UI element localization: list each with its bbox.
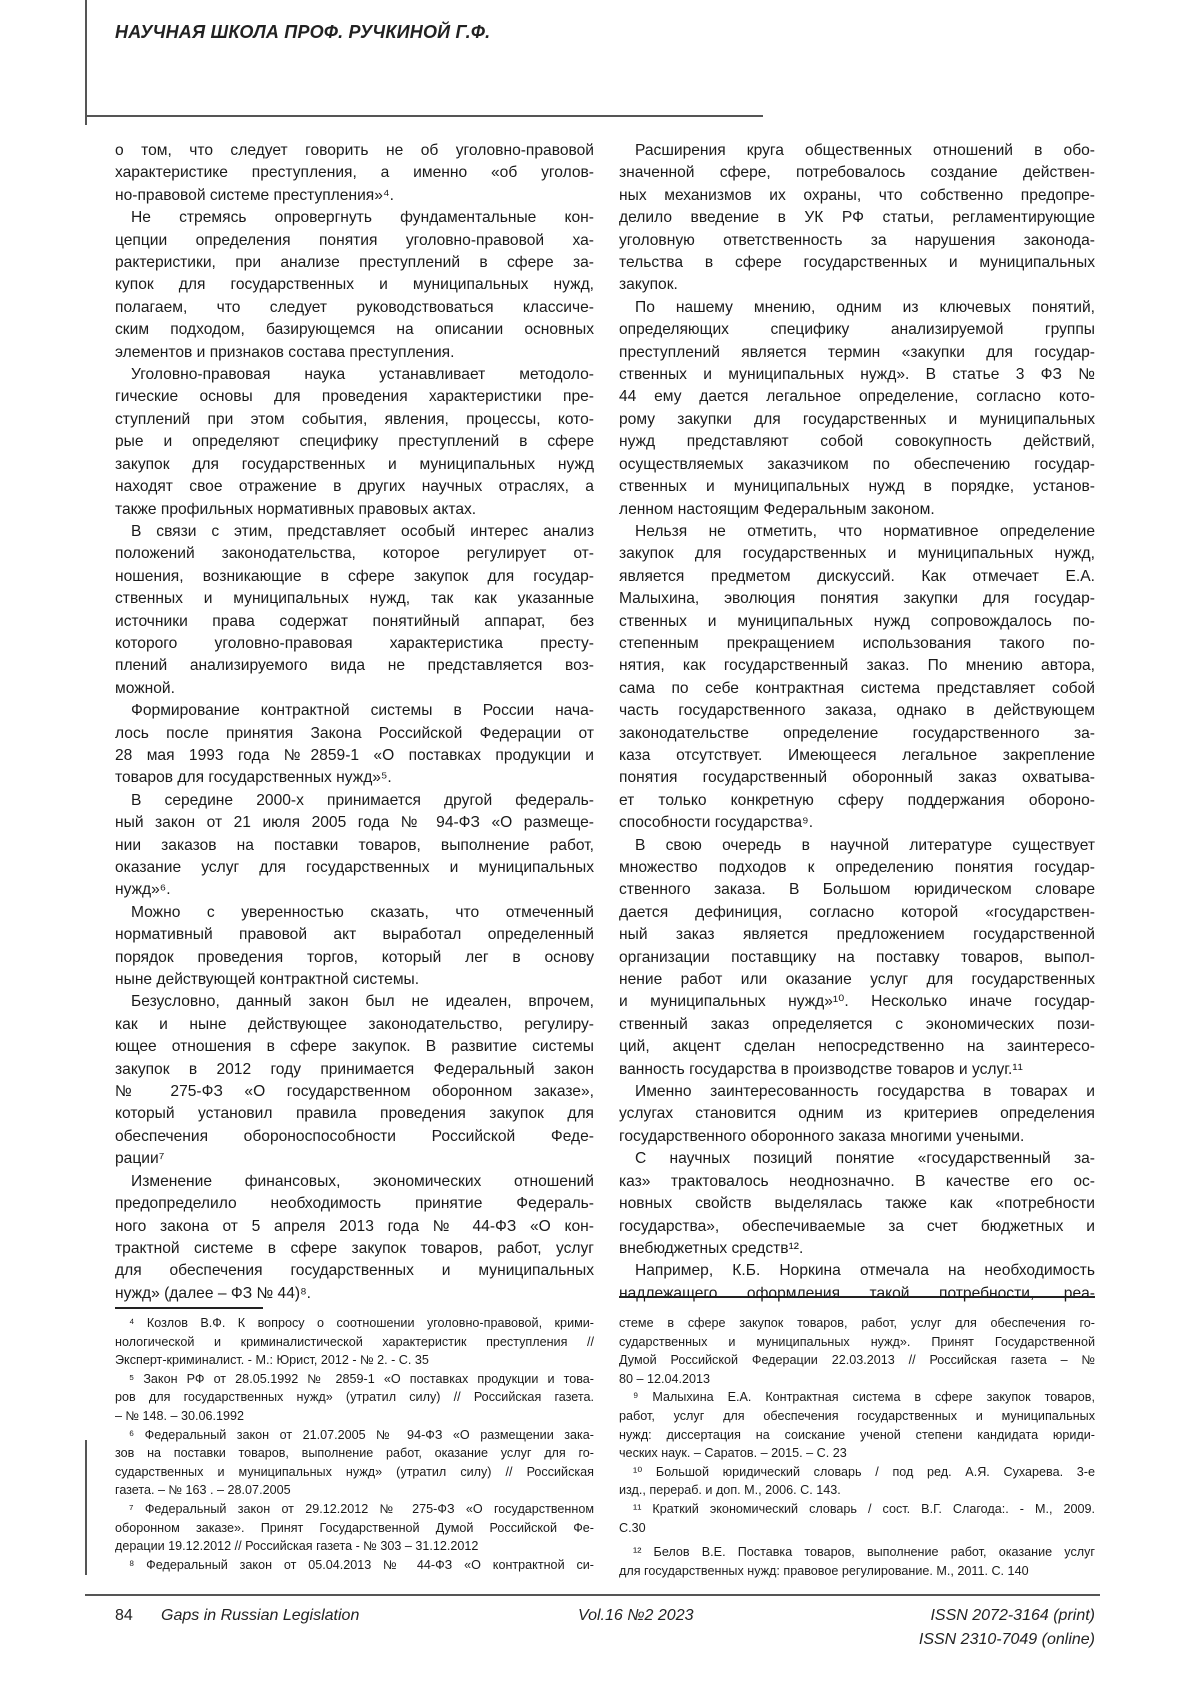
text-line: как и ныне действующее законодательство, регулиру- (115, 1014, 594, 1036)
text-line: источники права содержат понятийный аппарат, без (115, 611, 594, 633)
text-line: надлежащего оформления такой потребности, реа- (619, 1283, 1095, 1305)
footnote-line: ческих наук. – Саратов. – 2015. – С. 23 (619, 1444, 1095, 1463)
footnote-line: нужд: диссертация на соискание ученой степени кандидата юриди- (619, 1426, 1095, 1445)
journal-name: Gaps in Russian Legislation (161, 1607, 359, 1625)
text-line: рактеристики, при анализе преступлений в сфере за- (115, 252, 594, 274)
footnote (619, 1463, 1095, 1500)
paragraph (115, 991, 594, 1170)
page-number: 84 (115, 1607, 133, 1625)
text-line: множество подходов к определению понятия государ- (619, 857, 1095, 879)
text-line: Формирование контрактной системы в России нача- (115, 700, 594, 722)
paragraph (115, 790, 594, 902)
text-line: ственный заказ определяется с экономических пози- (619, 1014, 1095, 1036)
paragraph (619, 835, 1095, 1081)
text-line: цепции определения понятия уголовно-правовой ха- (115, 230, 594, 252)
text-line: ных механизмов их охраны, что собственно предопре- (619, 185, 1095, 207)
footnote-line: Думой Российской Федерации 22.03.2013 // Российская газета – № (619, 1351, 1095, 1370)
text-line: степенным прекращением использования такого по- (619, 633, 1095, 655)
footnote (619, 1388, 1095, 1462)
text-line: плений анализируемого вида не представляется воз- (115, 655, 594, 677)
text-line: ный закон от 21 июля 2005 года № 94-ФЗ «О размеще- (115, 812, 594, 834)
text-line: ственного заказа. В Большом юридическом словаре (619, 879, 1095, 901)
text-line: нормативный правовой акт выработал определенный (115, 924, 594, 946)
footnote (115, 1314, 594, 1370)
text-line: рому закупки для государственных и муниципальных (619, 409, 1095, 431)
paragraph (115, 521, 594, 700)
footnote (115, 1556, 594, 1575)
paragraph (115, 140, 594, 207)
text-line: тельства в сфере государственных и муниципальных (619, 252, 1095, 274)
text-line: элементов и признаков состава преступления. (115, 342, 594, 364)
footer-rule (85, 1594, 1100, 1596)
text-line: Изменение финансовых, экономических отношений (115, 1171, 594, 1193)
paragraph (619, 1081, 1095, 1148)
text-line: закупок. (619, 274, 1095, 296)
footnote-separator-left (115, 1307, 263, 1309)
text-line: купок для государственных и муниципальных нужд, (115, 274, 594, 296)
text-line: рые и определяют специфику преступлений в сфере (115, 431, 594, 453)
footnote-line: газета. – № 163 . – 28.07.2005 (115, 1481, 594, 1500)
text-line: ет только конкретную сферу поддержания обороно- (619, 790, 1095, 812)
paragraph (619, 297, 1095, 521)
text-line: преступлений является термин «закупки для государ- (619, 342, 1095, 364)
text-line: закупок для государственных и муниципальных нужд, (619, 543, 1095, 565)
text-line: трактной системе в сфере закупок товаров, работ, услуг (115, 1238, 594, 1260)
text-line: оказание услуг для государственных и муниципальных (115, 857, 594, 879)
text-line: Например, К.Б. Норкина отмечала на необходимость (619, 1260, 1095, 1282)
text-line: каза отсутствует. Имеющееся легальное закрепление (619, 745, 1095, 767)
footnote (115, 1500, 594, 1556)
text-line: значенной сфере, потребовалось создание действен- (619, 162, 1095, 184)
text-line: нужд»⁶. (115, 879, 594, 901)
paragraph (619, 140, 1095, 297)
footnote-line: стеме в сфере закупок товаров, работ, услуг для обеспечения го- (619, 1314, 1095, 1333)
text-line: лось после принятия Закона Российской Федерации от (115, 723, 594, 745)
text-line: обеспечения обороноспособности Российской Феде- (115, 1126, 594, 1148)
text-line: нение работ или оказание услуг для государственных (619, 969, 1095, 991)
text-line: ныне действующей контрактной системы. (115, 969, 594, 991)
footnote-line: для государственных нужд: правовое регулирование. М., 2011. С. 140 (619, 1562, 1095, 1581)
footnote-line: ¹⁰ Большой юридический словарь / под ред. А.Я. Сухарева. 3-е (619, 1463, 1095, 1482)
paragraph (115, 902, 594, 992)
footnote-line: ⁷ Федеральный закон от 29.12.2012 № 275-ФЗ «О государственном (115, 1500, 594, 1519)
footnote-line: ⁹ Малыхина Е.А. Контрактная система в сфере закупок товаров, (619, 1388, 1095, 1407)
text-line: можной. (115, 678, 594, 700)
issn-online: ISSN 2310-7049 (online) (919, 1631, 1095, 1649)
text-line: ственных и муниципальных нужд». В статье 3 ФЗ № (619, 364, 1095, 386)
text-line: Безусловно, данный закон был не идеален, впрочем, (115, 991, 594, 1013)
text-line: но-правовой системе преступления»⁴. (115, 185, 594, 207)
header-rule (85, 115, 763, 117)
text-line: который установил правила проведения закупок для (115, 1103, 594, 1125)
text-line: Уголовно-правовая наука устанавливает методоло- (115, 364, 594, 386)
text-line: рации⁷ (115, 1148, 594, 1170)
text-line: осуществляемых заказчиком по обеспечению государ- (619, 454, 1095, 476)
footnote-line: сударственных и муниципальных нужд». Принят Государственной (619, 1333, 1095, 1352)
text-line: ношения, возникающие в сфере закупок для государ- (115, 566, 594, 588)
text-line: понятия государственный оборонный заказ охватыва- (619, 767, 1095, 789)
text-line: находят свое отражение в других научных отраслях, а (115, 476, 594, 498)
text-line: организации поставщику на поставку товаров, выпол- (619, 947, 1095, 969)
text-line: услугах становится одним из критериев определения (619, 1103, 1095, 1125)
text-line: ским подходом, базирующемся на описании основных (115, 319, 594, 341)
text-line: нии заказов на поставки товаров, выполнение работ, (115, 835, 594, 857)
text-line: ственных и муниципальных нужд, так как указанные (115, 588, 594, 610)
text-line: По нашему мнению, одним из ключевых понятий, (619, 297, 1095, 319)
footnote (619, 1314, 1095, 1388)
text-line: ного закона от 5 апреля 2013 года № 44-ФЗ «О кон- (115, 1216, 594, 1238)
body-column-left (115, 140, 594, 1305)
footnote-line: С.30 (619, 1519, 1095, 1538)
text-line: В связи с этим, представляет особый интерес анализ (115, 521, 594, 543)
issue-info: Vol.16 №2 2023 (578, 1607, 693, 1625)
text-line: ций, акцент сделан непосредственно на заинтересо- (619, 1036, 1095, 1058)
paragraph (115, 207, 594, 364)
issn-print: ISSN 2072-3164 (print) (930, 1607, 1095, 1625)
text-line: ственных и муниципальных нужд сопровождалось по- (619, 611, 1095, 633)
text-line: способности государства⁹. (619, 812, 1095, 834)
text-line: внебюджетных средств¹². (619, 1238, 1095, 1260)
text-line: полагаем, что следует руководствоваться классиче- (115, 297, 594, 319)
text-line: гические основы для проведения характеристики пре- (115, 386, 594, 408)
text-line: № 275-ФЗ «О государственном оборонном заказе», (115, 1081, 594, 1103)
text-line: В середине 2000-х принимается другой федераль- (115, 790, 594, 812)
paragraph (115, 364, 594, 521)
text-line: Можно с уверенностью сказать, что отмеченный (115, 902, 594, 924)
text-line: характеристике преступления, а именно «об уголов- (115, 162, 594, 184)
text-line: дается дефиниция, согласно которой «государствен- (619, 902, 1095, 924)
text-line: нужд» (далее – ФЗ № 44)⁸. (115, 1283, 594, 1305)
text-line: товаров для государственных нужд»⁵. (115, 767, 594, 789)
text-line: 28 мая 1993 года №2859-1 «О поставках продукции и (115, 745, 594, 767)
text-line: законодательстве определение государственного за- (619, 723, 1095, 745)
footnote (115, 1370, 594, 1426)
text-line: 44 ему дается легальное определение, согласно кото- (619, 386, 1095, 408)
text-line: Именно заинтересованность государства в товарах и (619, 1081, 1095, 1103)
text-line: ступлений при этом события, явления, процессы, кото- (115, 409, 594, 431)
footnote-line: ⁶ Федеральный закон от 21.07.2005 № 94-ФЗ «О размещении зака- (115, 1426, 594, 1445)
text-line: каз» трактовалось неоднозначно. В качестве его ос- (619, 1171, 1095, 1193)
footnote-line: ⁴ Козлов В.Ф. К вопросу о соотношении уголовно-правовой, крими- (115, 1314, 594, 1333)
footnote-line: ⁵ Закон РФ от 28.05.1992 № 2859-1 «О поставках продукции и това- (115, 1370, 594, 1389)
footnote-line: – № 148. – 30.06.1992 (115, 1407, 594, 1426)
text-line: предопределило необходимость принятие Федераль- (115, 1193, 594, 1215)
footnote-line: ¹¹ Краткий экономический словарь / сост. В.Г. Слагода:. - М., 2009. (619, 1500, 1095, 1519)
text-line: закупок в 2012 году принимается Федеральный закон (115, 1059, 594, 1081)
paragraph (115, 1171, 594, 1305)
footnote-line: дерации 19.12.2012 // Российская газета - № 303 – 31.12.2012 (115, 1537, 594, 1556)
margin-line-bottom (85, 1440, 87, 1575)
footnote-line: зов на поставки товаров, выполнение работ, оказание услуг для го- (115, 1444, 594, 1463)
text-line: государственного оборонного заказа многими учеными. (619, 1126, 1095, 1148)
text-line: о том, что следует говорить не об уголовно-правовой (115, 140, 594, 162)
text-line: которого уголовно-правовая характеристика престу- (115, 633, 594, 655)
text-line: ющее отношения в сфере закупок. В развитие системы (115, 1036, 594, 1058)
footnote-line: нологической и криминалистической характеристик преступления // (115, 1333, 594, 1352)
text-line: В свою очередь в научной литературе существует (619, 835, 1095, 857)
text-line: делило введение в УК РФ статьи, регламентирующие (619, 207, 1095, 229)
text-line: часть государственного заказа, однако в действующем (619, 700, 1095, 722)
footnotes-left (115, 1314, 594, 1574)
paragraph (619, 1148, 1095, 1260)
footnotes-right (619, 1314, 1095, 1580)
footnote-line: 80 – 12.04.2013 (619, 1370, 1095, 1389)
paragraph (619, 521, 1095, 835)
text-line: является предметом дискуссий. Как отмечает Е.А. (619, 566, 1095, 588)
text-line: ственных и муниципальных нужд в порядке, установ- (619, 476, 1095, 498)
footnote-line: ¹² Белов В.Е. Поставка товаров, выполнение работ, оказание услуг (619, 1543, 1095, 1562)
footnote-line: Эксперт-криминалист. - М.: Юрист, 2012 - № 2. - С. 35 (115, 1351, 594, 1370)
text-line: определяющих специфику анализируемой группы (619, 319, 1095, 341)
footnote-line: ров для государственных нужд» (утратил силу) // Российская газета. (115, 1388, 594, 1407)
text-line: ленном настоящим Федеральным законом. (619, 499, 1095, 521)
footnote-line: изд., перераб. и доп. М., 2006. С. 143. (619, 1481, 1095, 1500)
text-line: Нельзя не отметить, что нормативное определение (619, 521, 1095, 543)
text-line: ванность государства в производстве товаров и услуг.¹¹ (619, 1059, 1095, 1081)
text-line: Расширения круга общественных отношений в обо- (619, 140, 1095, 162)
paragraph (619, 1260, 1095, 1305)
text-line: порядок проведения торгов, который лег в основу (115, 947, 594, 969)
text-line: и муниципальных нужд»¹⁰. Несколько иначе государ- (619, 991, 1095, 1013)
paragraph (115, 700, 594, 790)
footnote (115, 1426, 594, 1500)
margin-line-top (85, 0, 87, 125)
text-line: нятия, как государственный заказ. По мнению автора, (619, 655, 1095, 677)
text-line: положений законодательства, которое регулирует от- (115, 543, 594, 565)
footnote-line: оборонном заказе». Принят Государственной Думой Российской Фе- (115, 1519, 594, 1538)
text-line: Малыхина, эволюция понятия закупки для государ- (619, 588, 1095, 610)
text-line: новных свойств выделялась также как «потребности (619, 1193, 1095, 1215)
body-column-right (619, 140, 1095, 1305)
text-line: Не стремясь опровергнуть фундаментальные кон- (115, 207, 594, 229)
text-line: государства», обеспечиваемые за счет бюджетных и (619, 1216, 1095, 1238)
text-line: уголовную ответственность за нарушения законода- (619, 230, 1095, 252)
footnote-line: работ, услуг для обеспечения государственных и муниципальных (619, 1407, 1095, 1426)
footnote-separator-right (619, 1296, 1095, 1298)
running-header: НАУЧНАЯ ШКОЛА ПРОФ. РУЧКИНОЙ Г.Ф. (115, 22, 490, 43)
text-line: также профильных нормативных правовых актах. (115, 499, 594, 521)
footnote-line: сударственных и муниципальных нужд» (утратил силу) // Российская (115, 1463, 594, 1482)
footnote (619, 1500, 1095, 1537)
text-line: закупок для государственных и муниципальных нужд (115, 454, 594, 476)
text-line: С научных позиций понятие «государственный за- (619, 1148, 1095, 1170)
text-line: нужд представляют собой совокупность действий, (619, 431, 1095, 453)
footnote (619, 1543, 1095, 1580)
text-line: ный заказ является предложением государственной (619, 924, 1095, 946)
footnote-line: ⁸ Федеральный закон от 05.04.2013 № 44-ФЗ «О контрактной си- (115, 1556, 594, 1575)
text-line: для обеспечения государственных и муниципальных (115, 1260, 594, 1282)
text-line: сама по себе контрактная система представляет собой (619, 678, 1095, 700)
